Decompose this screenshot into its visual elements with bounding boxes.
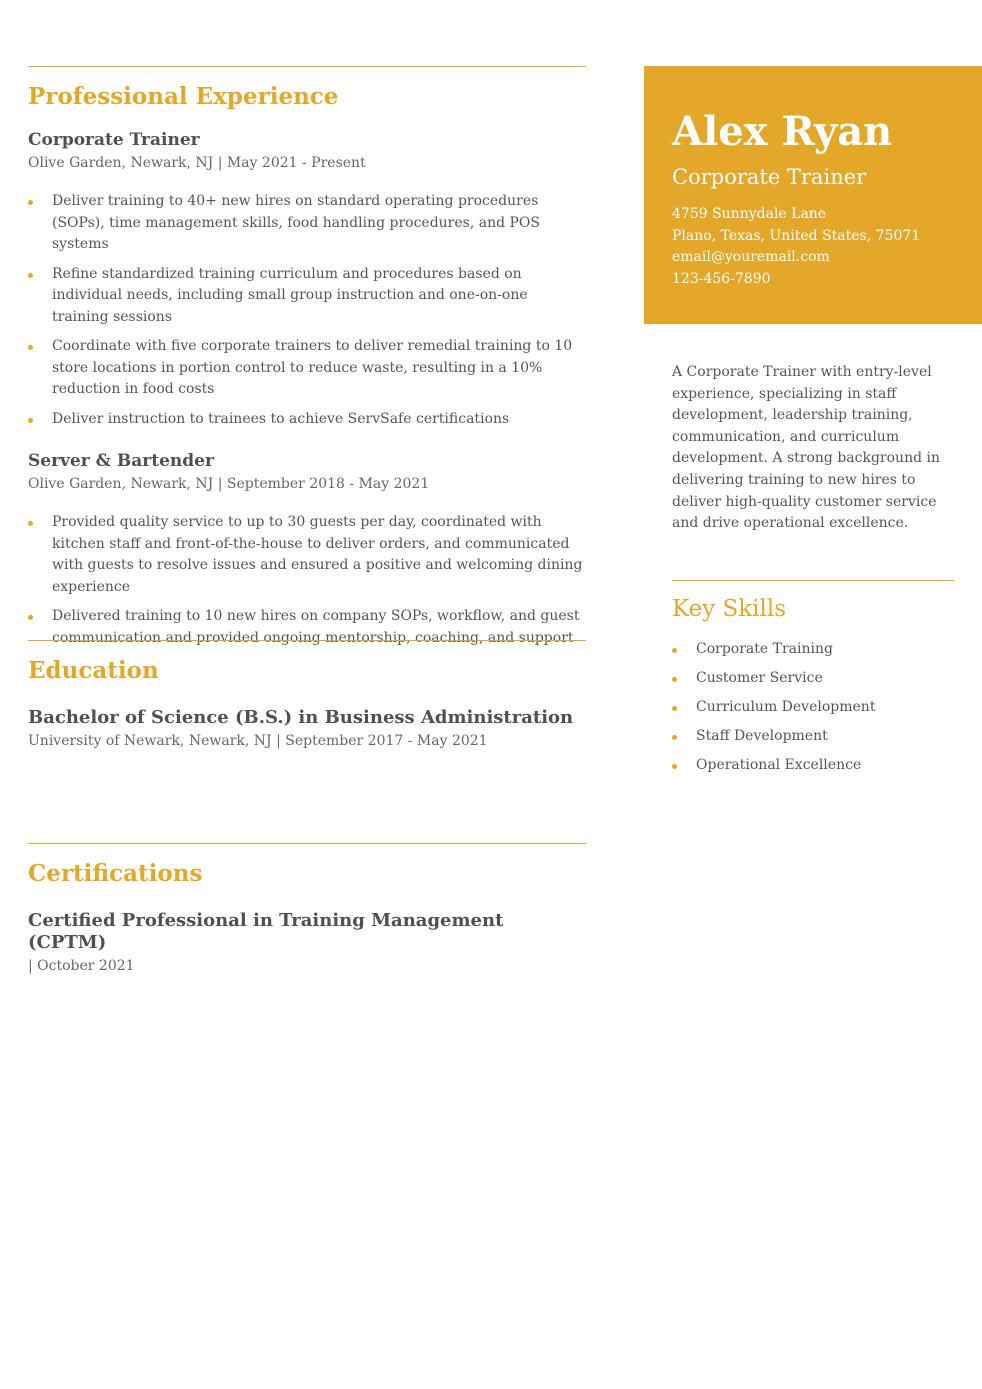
job-bullet: Deliver instruction to trainees to achieve ServSafe certifications [28, 409, 586, 431]
skills-heading: Key Skills [672, 596, 787, 622]
education-section [28, 640, 586, 751]
job-meta: Olive Garden, Newark, NJ | September 2018 - May 2021 [28, 476, 430, 492]
certifications-section [28, 843, 586, 976]
job-title: Corporate Trainer [28, 130, 200, 150]
main-column [28, 66, 586, 974]
header-box [644, 66, 982, 324]
contact-info [672, 204, 982, 290]
candidate-role: Corporate Trainer [672, 165, 867, 189]
job-bullet: Deliver training to 40+ new hires on standard operating procedures (SOPs), time management skills, food handling procedures, and POS systems [28, 191, 586, 256]
skill-item: Corporate Training [672, 635, 954, 664]
job-bullet: Refine standardized training curriculum and procedures based on individual needs, including small group instruction and one-on-one training sessions [28, 264, 586, 329]
job-bullet: Delivered training to 10 new hires on company SOPs, workflow, and guest communication and provided ongoing mentorship, coaching, and support [28, 606, 586, 649]
job-entry [28, 129, 586, 430]
experience-heading: Professional Experience [28, 83, 339, 110]
job-meta: Olive Garden, Newark, NJ | May 2021 - Present [28, 155, 366, 171]
address-line: 4759 Sunnydale Lane [672, 206, 827, 222]
certifications-heading: Certifications [28, 860, 203, 887]
certification-meta: | October 2021 [28, 958, 135, 974]
skill-item: Operational Excellence [672, 751, 954, 780]
city-line: Plano, Texas, United States, 75071 [672, 227, 921, 244]
job-bullets [28, 512, 586, 649]
job-title: Server & Bartender [28, 451, 214, 471]
skills-section [672, 580, 954, 780]
skill-item: Staff Development [672, 722, 954, 751]
experience-section [28, 66, 586, 649]
job-bullets [28, 191, 586, 430]
education-heading: Education [28, 657, 159, 684]
job-bullet: Provided quality service to up to 30 guests per day, coordinated with kitchen staff and front-of-the-house to deliver orders, and communicated with guests to resolve issues and ensured a positive and welcoming dining experience [28, 512, 586, 598]
skill-item: Curriculum Development [672, 693, 954, 722]
job-entry [28, 450, 586, 649]
skills-list [672, 635, 954, 780]
candidate-name: Alex Ryan [672, 108, 893, 155]
skill-item: Customer Service [672, 664, 954, 693]
education-meta: University of Newark, Newark, NJ | September 2017 - May 2021 [28, 733, 488, 749]
job-bullet: Coordinate with five corporate trainers to deliver remedial training to 10 store locations in portion control to reduce waste, resulting in a 10% reduction in food costs [28, 336, 586, 401]
email-text: email@youremail.com [672, 249, 830, 265]
degree-title: Bachelor of Science (B.S.) in Business Administration [28, 707, 574, 728]
certification-name: Certified Professional in Training Management (CPTM) [28, 910, 504, 953]
phone-text: 123-456-7890 [672, 270, 771, 287]
summary: A Corporate Trainer with entry-level experience, specializing in staff development, leadership training, communication, and curriculum development. A strong background in delivering training to new hires to deliver high-quality customer service and drive operational excellence. [672, 364, 940, 532]
